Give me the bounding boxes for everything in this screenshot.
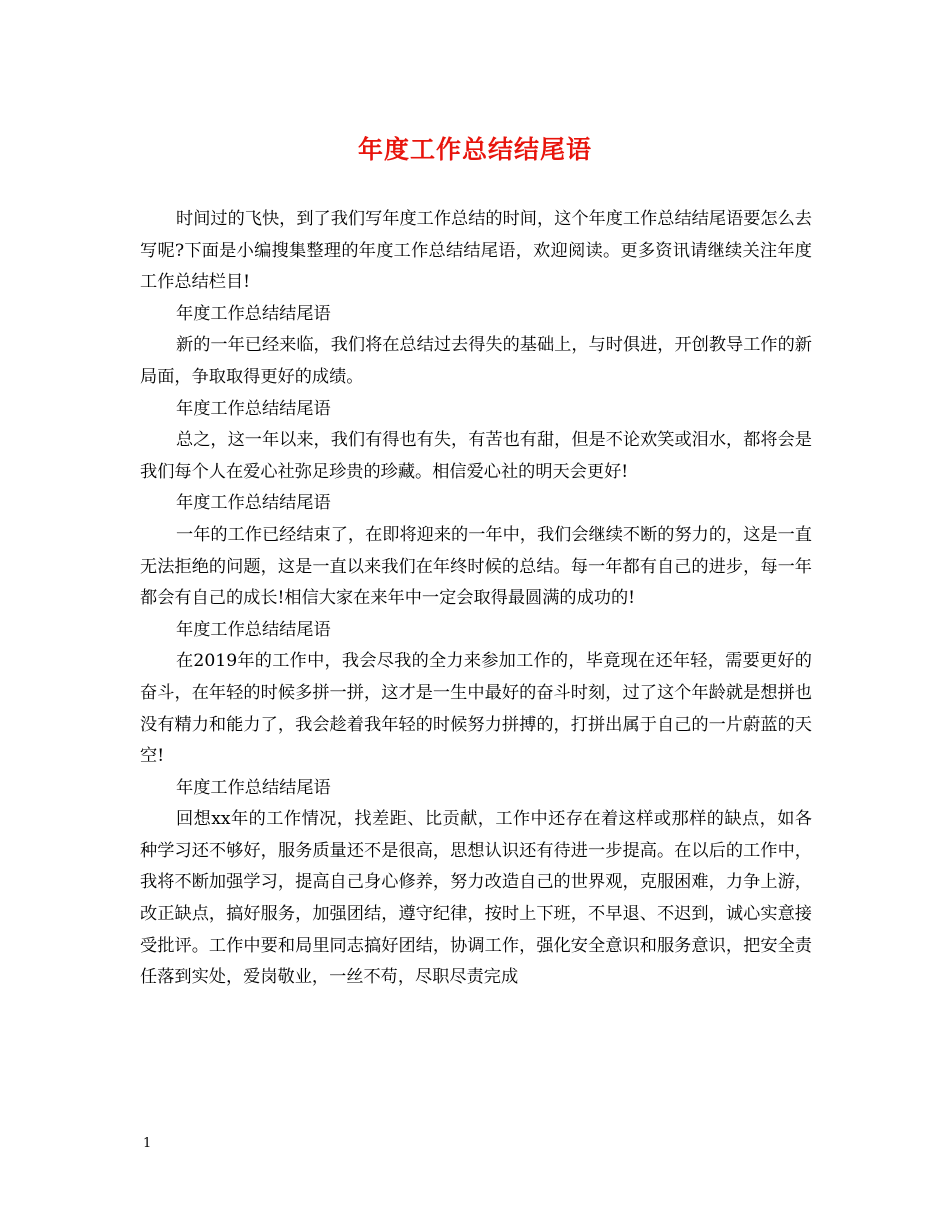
section-heading: 年度工作总结结尾语 [176, 303, 331, 324]
page-number: 1 [143, 1136, 152, 1151]
intro-paragraph: 时间过的飞快，到了我们写年度工作总结的时间，这个年度工作总结结尾语要怎么去写呢?下面是小编搜集整理的年度工作总结结尾语，欢迎阅读。更多资讯请继续关注年度工作总结栏目! [140, 209, 812, 293]
body-paragraph: 总之，这一年以来，我们有得也有失，有苦也有甜，但是不论欢笑或泪水，都将会是我们每个人在爱心社弥足珍贵的珍藏。相信爱心社的明天会更好! [140, 430, 812, 482]
body-paragraph: 新的一年已经来临，我们将在总结过去得失的基础上，与时俱进，开创教导工作的新局面，争取取得更好的成绩。 [140, 335, 812, 387]
section-heading: 年度工作总结结尾语 [176, 777, 331, 798]
document-title: 年度工作总结结尾语 [357, 135, 592, 164]
body-paragraph: 一年的工作已经结束了，在即将迎来的一年中，我们会继续不断的努力的，这是一直无法拒绝的问题，这是一直以来我们在年终时候的总结。每一年都有自己的进步，每一年都会有自己的成长!相信大家在来年中一定会取得最圆满的成功的! [140, 524, 812, 609]
document-body [140, 204, 812, 994]
section-heading: 年度工作总结结尾语 [176, 398, 331, 419]
body-paragraph: 在2019年的工作中，我会尽我的全力来参加工作的，毕竟现在还年轻，需要更好的奋斗，在年轻的时候多拼一拼，这才是一生中最好的奋斗时刻，过了这个年龄就是想拼也没有精力和能力了，我会趁着我年轻的时候努力拼搏的，打拼出属于自己的一片蔚蓝的天空! [140, 651, 812, 767]
body-paragraph: 回想xx年的工作情况，找差距、比贡献，工作中还存在着这样或那样的缺点，如各种学习还不够好，服务质量还不是很高，思想认识还有待进一步提高。在以后的工作中，我将不断加强学习，提高自己身心修养，努力改造自己的世界观，克服困难，力争上游，改正缺点，搞好服务，加强团结，遵守纪律，按时上下班，不早退、不迟到，诚心实意接受批评。工作中要和局里同志搞好团结，协调工作，强化安全意识和服务意识，把安全责任落到实处，爱岗敬业，一丝不苟，尽职尽责完成 [140, 809, 812, 988]
section-heading: 年度工作总结结尾语 [176, 619, 331, 640]
section-heading: 年度工作总结结尾语 [176, 493, 331, 514]
